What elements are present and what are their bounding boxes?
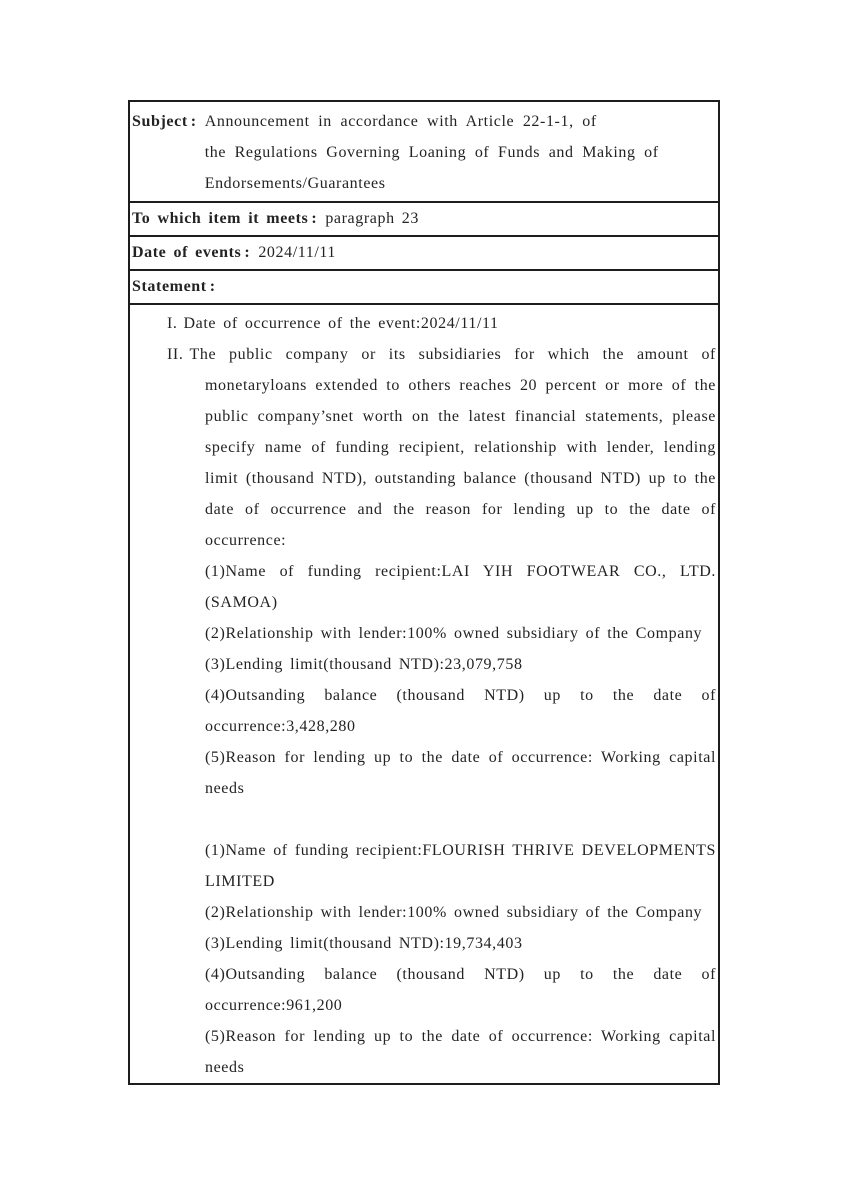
- statement-row: [130, 269, 718, 303]
- statement-item-2-text: The public company or its subsidiaries for which the amount of monetaryloans extended to others reaches 20 percent or more of the public company’snet worth on the latest financial statements, please specify name of funding recipient, relationship with lender, lending limit (thousand NTD), outstanding balance (thousand NTD) up to the date of occurrence and the reason for lending up to the date of occurrence:: [189, 346, 716, 549]
- loan-detail-line: (5)Reason for lending up to the date of occurrence: Working capital needs: [205, 749, 716, 797]
- date-label: Date of events :: [132, 244, 258, 261]
- meets-colon: :: [311, 210, 318, 227]
- statement-item-1: [167, 308, 716, 339]
- meets-value: paragraph 23: [325, 210, 419, 227]
- subject-row: [130, 102, 718, 201]
- subject-value: [205, 106, 716, 199]
- meets-row: [130, 201, 718, 235]
- date-colon: :: [244, 244, 251, 261]
- loan-detail-line: (3)Lending limit(thousand NTD):23,079,758: [205, 656, 523, 673]
- subject-value-line: Endorsements/Guarantees: [204, 175, 386, 192]
- loan-detail-line: (4)Outsanding balance (thousand NTD) up to the date of occurrence:3,428,280: [205, 687, 716, 735]
- loan-detail-line: (5)Reason for lending up to the date of occurrence: Working capital needs: [205, 1028, 716, 1076]
- loan-detail-line: (3)Lending limit(thousand NTD):19,734,403: [205, 935, 523, 952]
- loan-detail-line: (2)Relationship with lender:100% owned subsidiary of the Company: [205, 625, 703, 642]
- announcement-table: [128, 100, 720, 1085]
- loan-detail-line: (2)Relationship with lender:100% owned subsidiary of the Company: [205, 904, 703, 921]
- statement-label: Statement :: [132, 278, 224, 295]
- statement-body: [130, 303, 718, 1083]
- subject-label: Subject :: [132, 106, 205, 137]
- statement-colon: :: [209, 278, 216, 295]
- meets-label: To which item it meets :: [132, 210, 325, 227]
- statement-item-1-text: Date of occurrence of the event:2024/11/11: [183, 315, 499, 332]
- date-value: 2024/11/11: [258, 244, 337, 261]
- subject-value-line: the Regulations Governing Loaning of Funds and Making of: [204, 144, 659, 161]
- statement-item-2-numeral: II.: [167, 346, 184, 363]
- loan-detail-line: (4)Outsanding balance (thousand NTD) up to the date of occurrence:961,200: [205, 966, 716, 1014]
- loan-detail-line: (1)Name of funding recipient:LAI YIH FOOTWEAR CO., LTD.(SAMOA): [205, 563, 716, 611]
- statement-item-2: [167, 339, 716, 556]
- loan-block-1: [167, 556, 716, 804]
- subject-value-line: Announcement in accordance with Article 22-1-1, of: [204, 113, 597, 130]
- subject-colon: :: [190, 113, 197, 130]
- loan-detail-line: (1)Name of funding recipient:FLOURISH THRIVE DEVELOPMENTS LIMITED: [205, 842, 716, 890]
- loan-block-2: [167, 835, 716, 1083]
- blank-separator: [167, 804, 716, 835]
- statement-item-1-numeral: I.: [167, 315, 178, 332]
- date-row: [130, 235, 718, 269]
